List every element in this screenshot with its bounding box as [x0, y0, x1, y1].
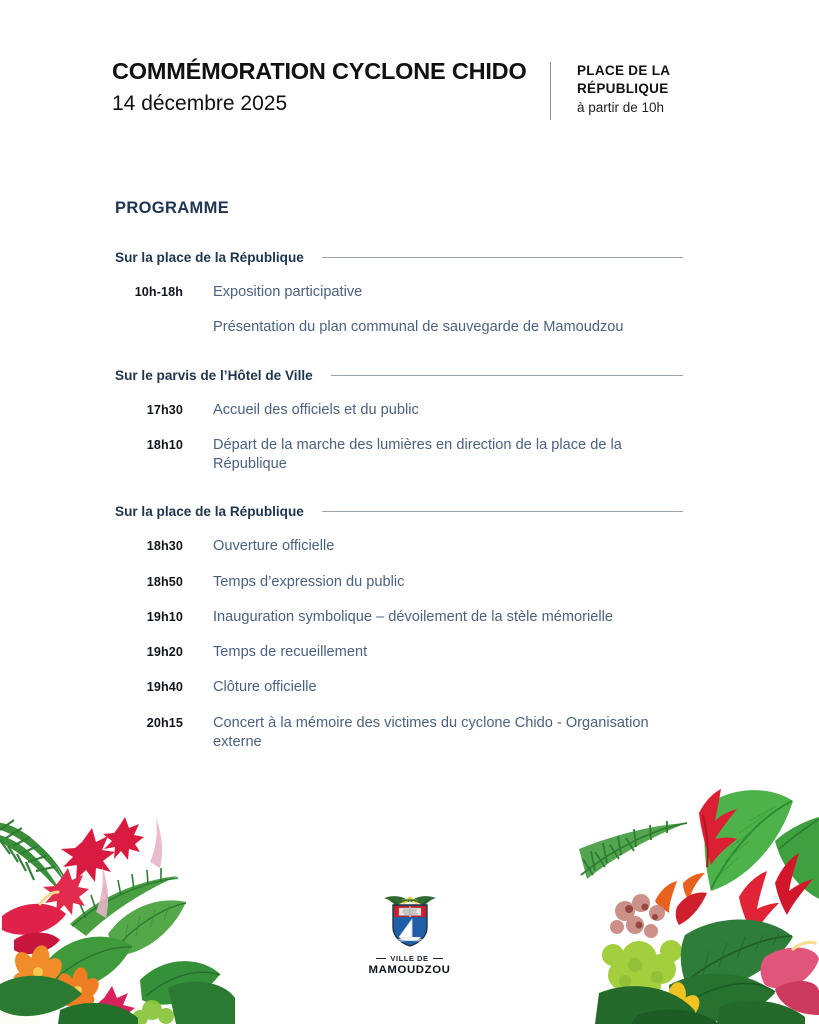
poster-header	[112, 58, 712, 120]
schedule-row	[115, 318, 695, 337]
schedule-row	[115, 537, 695, 556]
schedule-row-time: 19h40	[146, 680, 183, 695]
venue-start-time: à partir de 10h	[577, 100, 665, 116]
programme-schedule	[0, 250, 819, 768]
programme-section	[0, 504, 819, 752]
schedule-row-description: Concert à la mémoire des victimes du cyclone Chido - Organisation externe	[213, 714, 649, 750]
venue-line-2: RÉPUBLIQUE	[577, 80, 669, 96]
schedule-row-time: 10h-18h	[134, 285, 183, 299]
programme-heading: PROGRAMME	[115, 199, 230, 217]
schedule-row	[115, 436, 695, 475]
schedule-row-description: Exposition participative	[213, 284, 363, 300]
section-header-label: Sur la place de la République	[115, 504, 304, 520]
coat-of-arms-icon	[379, 893, 441, 951]
tropical-foliage-right	[579, 779, 819, 1024]
schedule-row	[115, 678, 695, 697]
schedule-row	[115, 643, 695, 662]
tropical-foliage-left	[0, 784, 235, 1024]
schedule-row-time: 18h30	[146, 539, 183, 554]
schedule-row	[115, 401, 695, 420]
header-vertical-divider	[550, 62, 551, 120]
schedule-row-description: Temps de recueillement	[213, 644, 368, 660]
schedule-row	[115, 714, 695, 753]
schedule-row-time: 19h20	[146, 645, 183, 659]
schedule-row	[115, 283, 695, 302]
schedule-row-time: 18h50	[146, 574, 183, 589]
event-date: 14 décembre 2025	[112, 92, 288, 116]
section-header-rule	[322, 511, 683, 512]
schedule-row-description: Accueil des officiels et du public	[213, 401, 419, 418]
programme-section	[0, 250, 819, 338]
schedule-row-description: Clôture officielle	[213, 679, 317, 696]
header-venue-block	[577, 58, 670, 117]
city-logo	[354, 893, 466, 976]
schedule-row-description: Inauguration symbolique – dévoilement de la stèle mémorielle	[213, 608, 613, 625]
section-header	[115, 368, 683, 383]
logo-city-name: MAMOUDZOU	[368, 964, 451, 976]
logo-ville-de-label	[354, 954, 466, 963]
section-rows	[0, 537, 819, 752]
logo-ville-de-text: VILLE DE	[390, 954, 429, 963]
logo-dash-right	[433, 958, 443, 959]
programme-section	[0, 368, 819, 475]
section-header-label: Sur la place de la République	[115, 250, 304, 265]
schedule-row-time: 19h10	[146, 609, 183, 624]
schedule-row-description: Présentation du plan communal de sauvegarde de Mamoudzou	[213, 319, 624, 336]
section-rows	[0, 401, 819, 475]
page-title: COMMÉMORATION CYCLONE CHIDO	[112, 58, 527, 84]
schedule-row-description: Départ de la marche des lumières en direction de la place de la République	[213, 436, 622, 472]
logo-dash-left	[376, 958, 386, 959]
schedule-row-description: Temps d’expression du public	[213, 573, 405, 590]
section-header-rule	[322, 257, 683, 258]
schedule-row	[115, 608, 695, 627]
section-rows	[0, 283, 819, 338]
venue-line-1: PLACE DE LA	[577, 63, 671, 78]
schedule-row-description: Ouverture officielle	[213, 538, 335, 555]
schedule-row	[115, 573, 695, 592]
section-header	[115, 504, 683, 519]
schedule-row-time: 18h10	[146, 437, 183, 452]
header-title-block	[112, 58, 542, 116]
section-header	[115, 250, 683, 265]
schedule-row-time: 20h15	[146, 715, 183, 730]
section-header-label: Sur le parvis de l’Hôtel de Ville	[115, 367, 313, 383]
schedule-row-time: 17h30	[146, 402, 183, 417]
section-header-rule	[331, 375, 683, 376]
